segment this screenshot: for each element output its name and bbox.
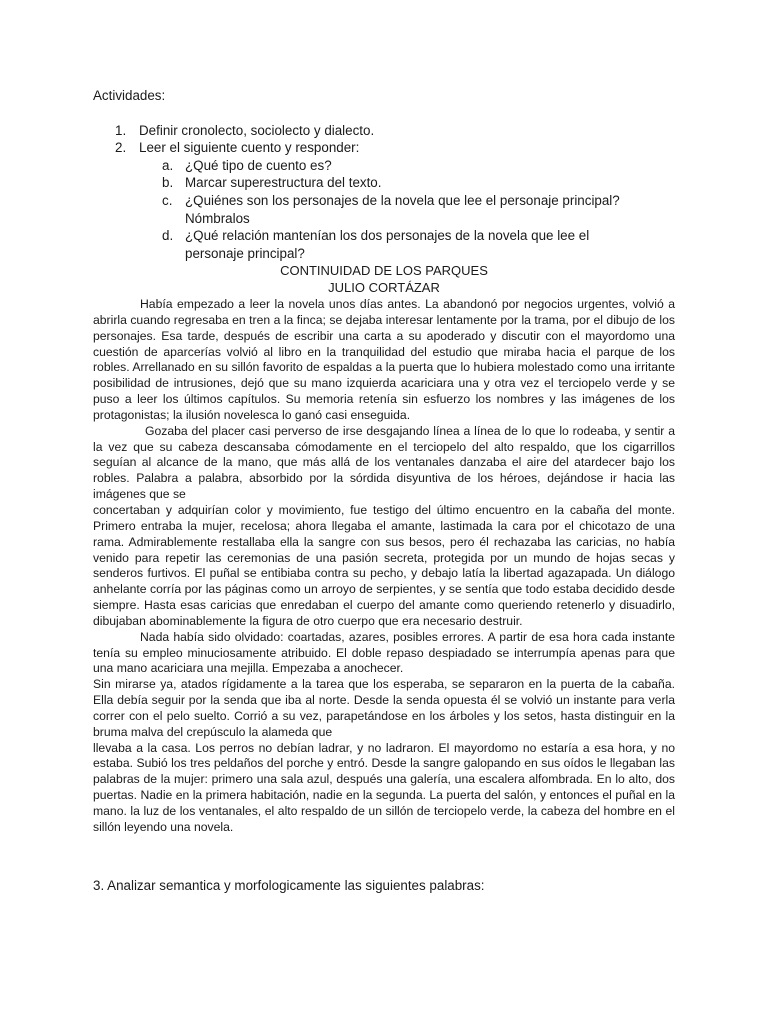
story-body <box>93 297 675 836</box>
activity-number: 2. <box>115 140 127 155</box>
activity-text: Leer el siguiente cuento y responder: <box>139 140 360 155</box>
story-title: CONTINUIDAD DE LOS PARQUES <box>280 263 488 278</box>
question-text: ¿Qué tipo de cuento es? <box>185 158 332 173</box>
story-paragraph: Gozaba del placer casi perverso de irse desgajando línea a línea de lo que lo rodeaba, y sentir a la vez que su cabeza descansaba cómodamente en el terciopelo del alto respaldo, que los cigarrillos seguían al alcance de la mano, que más allá de los ventanales danzaba el aire del atardecer bajo los robles. Palabra a palabra, absorbido por la sórdida disyuntiva de los héroes, dejándose ir hacia las imágenes que se <box>93 423 675 502</box>
activity-3: 3. Analizar semantica y morfologicamente las siguientes palabras: <box>93 878 485 893</box>
story-paragraph: Sin mirarse ya, atados rígidamente a la tarea que los esperaba, se separaron en la puerta de la cabaña. Ella debía seguir por la senda que iba al norte. Desde la senda opuesta él se volvió un instante para verla correr con el pelo suelto. Corrió a su vez, parapetándose en los árboles y los setos, hasta distinguir en la bruma malva del crepúsculo la alameda que <box>93 677 675 739</box>
activity-number: 1. <box>115 123 127 138</box>
question-letter: b. <box>162 175 174 190</box>
question-text: ¿Qué relación mantenían los dos personajes de la novela que lee el personaje principal? <box>185 228 590 261</box>
story-paragraph: llevaba a la casa. Los perros no debían ladrar, y no ladraron. El mayordomo no estaría a esa hora, y no estaba. Subió los tres peldaños del porche y entró. Desde la sangre galopando en sus oídos le llegaban las palabras de la mujer: primero una sala azul, después una galería, una escalera alfombrada. En lo alto, dos puertas. Nadie en la primera habitación, nadie en la segunda. La puerta del salón, y entonces el puñal en la mano. la luz de los ventanales, el alto respaldo de un sillón de terciopelo verde, la cabeza del hombre en el sillón leyendo una novela. <box>93 740 675 834</box>
story-author: JULIO CORTÁZAR <box>328 280 440 295</box>
activities-heading: Actividades: <box>93 88 166 103</box>
story-paragraph: Nada había sido olvidado: coartadas, azares, posibles errores. A partir de esa hora cada instante tenía su empleo minuciosamente atribuido. El doble repaso despiadado se interrumpía apenas para que una mano acariciara una mejilla. Empezaba a anochecer. <box>93 629 675 676</box>
activity-text: Definir cronolecto, sociolecto y dialecto. <box>139 123 375 138</box>
question-letter: c. <box>162 193 173 208</box>
question-letter: a. <box>162 158 174 173</box>
question-text: ¿Quiénes son los personajes de la novela que lee el personaje principal? Nómbralos <box>185 193 620 226</box>
story-paragraph: Había empezado a leer la novela unos días antes. La abandonó por negocios urgentes, volvió a abrirla cuando regresaba en tren a la finca; se dejaba interesar lentamente por la trama, por el dibujo de los personajes. Esa tarde, después de escribir una carta a su apoderado y discutir con el mayordomo una cuestión de aparcerías volvió al libro en la tranquilidad del estudio que miraba hacia el parque de los robles. Arrellanado en su sillón favorito de espaldas a la puerta que lo hubiera molestado como una irritante posibilidad de intrusiones, dejó que su mano izquierda acariciara una y otra vez el terciopelo verde y se puso a leer los últimos capítulos. Su memoria retenía sin esfuerzo los nombres y las imágenes de los protagonistas; la ilusión novelesca lo ganó casi enseguida. <box>93 297 675 422</box>
story-paragraph: concertaban y adquirían color y movimiento, fue testigo del último encuentro en la cabaña del monte. Primero entraba la mujer, recelosa; ahora llegaba el amante, lastimada la cara por el chicotazo de una rama. Admirablemente restallaba ella la sangre con sus besos, pero él rechazaba las caricias, no había venido para repetir las ceremonias de una pasión secreta, protegida por un mundo de hojas secas y senderos furtivos. El puñal se entibiaba contra su pecho, y debajo latía la libertad agazapada. Un diálogo anhelante corría por las páginas como un arroyo de serpientes, y se sentía que todo estaba decidido desde siempre. Hasta esas caricias que enredaban el cuerpo del amante como queriendo retenerlo y disuadirlo, dibujaban abominablemente la figura de otro cuerpo que era necesario destruir. <box>93 502 675 628</box>
question-letter: d. <box>162 228 174 243</box>
question-text: Marcar superestructura del texto. <box>185 175 382 190</box>
